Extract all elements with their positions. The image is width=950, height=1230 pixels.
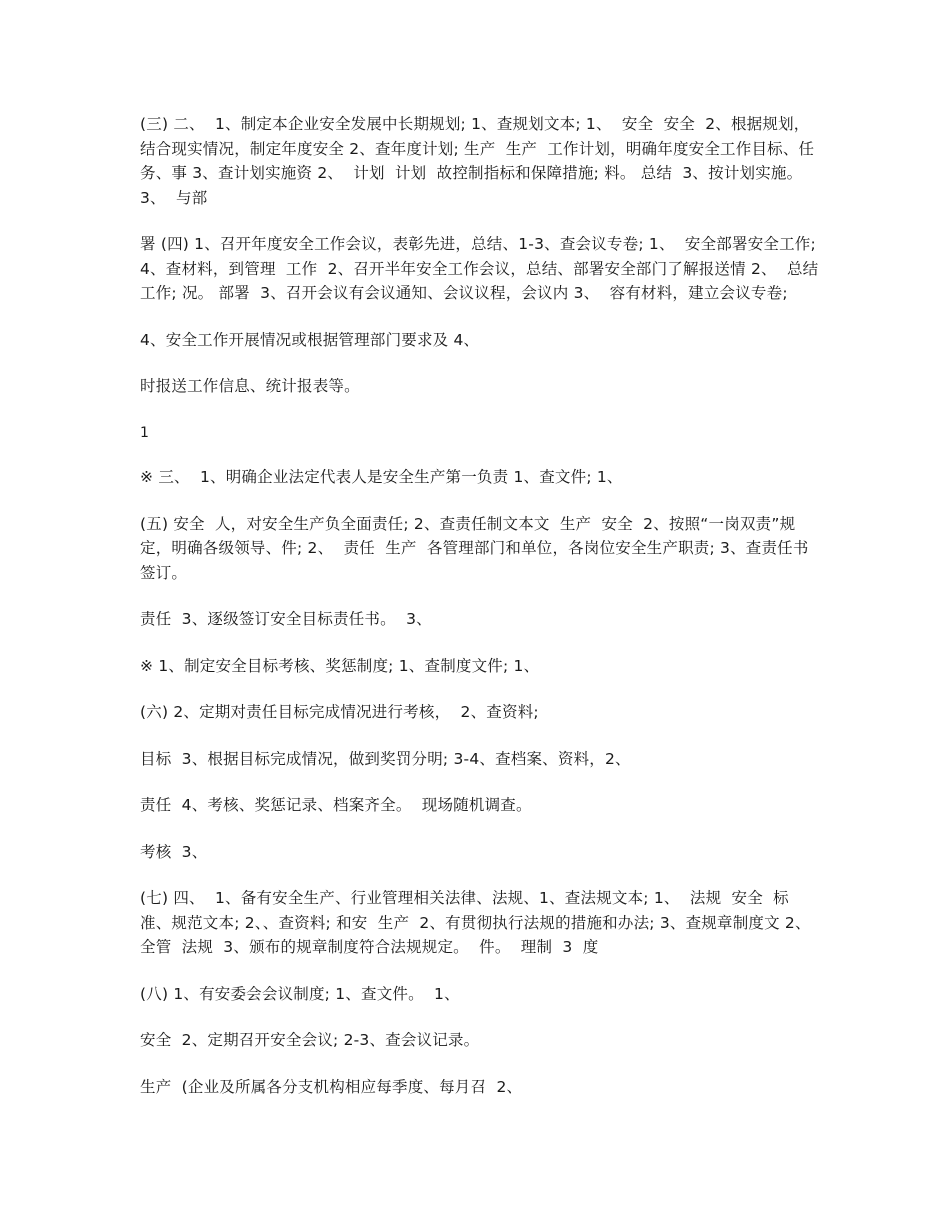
paragraph-assessment-label: 考核 3、 [140, 842, 208, 861]
paragraph-reporting-2: 时报送工作信息、统计报表等。 [140, 377, 360, 395]
paragraph-assessment-records: 责任 4、考核、奖惩记录、档案齐全。 现场随机调查。 [140, 796, 532, 814]
paragraph-production: 生产 (企业及所属各分支机构相应每季度、每月召 2、 [140, 1077, 523, 1096]
paragraph-responsibility: (五) 安全 人，对安全生产负全面责任; 2、查责任制文本文 生产 安全 2、按照“一岗双责”规定，明确各级领导、件; 2、 责任 生产 各管理部门和单位，各岗位安全生产职责; 3、查责任书签订。 [140, 514, 809, 582]
paragraph-deployment: 署 (四) 1、召开年度安全工作会议，表彰先进，总结、1-3、查会议专卷; 1、 安全部署安全工作; 4、查材料，到管理 工作 2、召开半年安全工作会议，总结、部署安全部门了解报送情 2、 总结 工作; 况。 部署 3、召开会议有会议通知、会议议程，会议内 3、 容有材料，建立会议专卷; [140, 235, 829, 302]
paragraph-assessment-regular: (六) 2、定期对责任目标完成情况进行考核， 2、查资料; [140, 703, 539, 721]
page-number: 1 [140, 424, 150, 441]
paragraph-reporting-1: 4、安全工作开展情况或根据管理部门要求及 4、 [140, 330, 480, 349]
paragraph-assessment-reward: 目标 3、根据目标完成情况，做到奖罚分明; 3-4、查档案、资料，2、 [140, 749, 631, 768]
paragraph-legal-rep: ※ 三、 1、明确企业法定代表人是安全生产第一负责 1、查文件; 1、 [140, 468, 623, 486]
paragraph-regulations: (七) 四、 1、备有安全生产、行业管理相关法律、法规、1、查法规文本; 1、 法规 安全 标准、规范文本; 2、、查资料; 和安 生产 2、有贯彻执行法规的措施和办法; 3、查规章制度文 2、 全管 法规 3、颁布的规章制度符合法规规定。 件。 理制 3 度 [140, 889, 821, 956]
document-page [140, 112, 829, 1121]
paragraph-responsibility-sign: 责任 3、逐级签订安全目标责任书。 3、 [140, 610, 432, 628]
paragraph-assessment-system: ※ 1、制定安全目标考核、奖惩制度; 1、查制度文件; 1、 [140, 656, 540, 675]
paragraph-plan: (三) 二、 1、制定本企业安全发展中长期规划; 1、查规划文本; 1、 安全 安全 2、根据规划，结合现实情况，制定年度安全 2、查年度计划; 生产 生产 工作计划，明确年度安全工作目标、任务、事 3、查计划实施资 2、 计划 计划 故控制指标和保障措施; 料。 总结 3、按计划实施。 3、 与部 [140, 115, 815, 207]
paragraph-committee: (八) 1、有安委会会议制度; 1、查文件。 1、 [140, 984, 460, 1003]
paragraph-meetings: 安全 2、定期召开安全会议; 2-3、查会议记录。 [140, 1031, 480, 1049]
